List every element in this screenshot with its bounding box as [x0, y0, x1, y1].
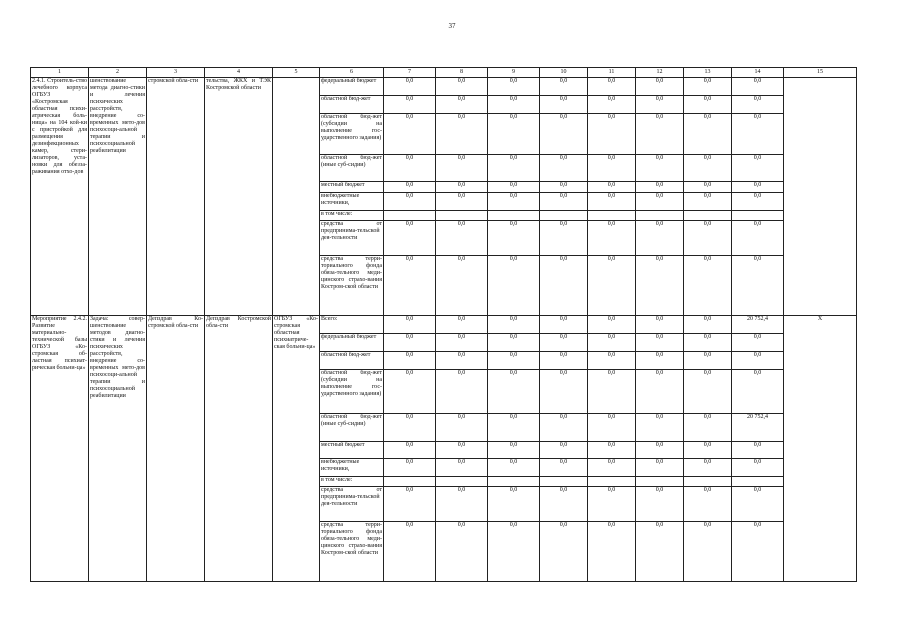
- funding-value: 0,0: [436, 487, 488, 522]
- column-header: 8: [436, 68, 488, 78]
- funding-value: 0,0: [436, 155, 488, 182]
- table-body: [31, 78, 857, 582]
- funding-value: 0,0: [488, 221, 540, 256]
- funding-value: 0,0: [540, 414, 588, 442]
- funding-value: 0,0: [684, 522, 732, 582]
- funding-value: 0,0: [684, 256, 732, 316]
- funding-value: 0,0: [384, 487, 436, 522]
- funding-value: 0,0: [384, 352, 436, 370]
- funding-value: 0,0: [684, 316, 732, 334]
- column-header: 2: [89, 68, 147, 78]
- funding-value: 0,0: [540, 370, 588, 414]
- funding-value: 0,0: [488, 370, 540, 414]
- funding-value: 0,0: [436, 370, 488, 414]
- funding-value: 0,0: [636, 256, 684, 316]
- funding-value: [540, 477, 588, 487]
- funding-value: 0,0: [684, 459, 732, 477]
- funding-value: 0,0: [636, 459, 684, 477]
- funding-value: 0,0: [588, 193, 636, 211]
- coordinator-cell: Депздрав Ко-стромской обла-сти: [147, 316, 205, 582]
- column-header: 7: [384, 68, 436, 78]
- funding-value: [732, 211, 784, 221]
- funding-value: 0,0: [488, 334, 540, 352]
- funding-value: 0,0: [588, 487, 636, 522]
- funding-value: 0,0: [436, 78, 488, 96]
- measure-name-cell: 2.4.1. Строитель-ство лечебного корпуса ОГБУЗ «Костромская областная психи-атрическая боль-ница» на 104 кой-ки с пристройкой для размещения дезинфекционных камер, стери-лизаторов, уста-новки для обезза-раживания отхо-дов: [31, 78, 89, 316]
- funding-source-label: средства от предпринима-тельской дея-тельности: [320, 487, 384, 522]
- funding-value: 0,0: [384, 114, 436, 155]
- funding-value: 0,0: [732, 352, 784, 370]
- funding-value: 0,0: [488, 155, 540, 182]
- responsible-cell: тельства, ЖКХ и ТЭК Костромской области: [205, 78, 273, 316]
- funding-source-label: областной бюд-жет: [320, 96, 384, 114]
- funding-value: 0,0: [684, 414, 732, 442]
- funding-value: 0,0: [488, 459, 540, 477]
- funding-value: 0,0: [588, 316, 636, 334]
- funding-value: [636, 477, 684, 487]
- funding-value: 0,0: [540, 221, 588, 256]
- funding-value: 0,0: [384, 522, 436, 582]
- funding-value: 0,0: [436, 442, 488, 459]
- funding-value: 0,0: [540, 78, 588, 96]
- funding-value: 0,0: [636, 78, 684, 96]
- funding-value: 0,0: [588, 414, 636, 442]
- funding-value: 0,0: [384, 182, 436, 193]
- funding-value: [540, 211, 588, 221]
- column-header: 4: [205, 68, 273, 78]
- funding-value: 0,0: [540, 442, 588, 459]
- funding-value: 0,0: [540, 193, 588, 211]
- funding-value: 0,0: [488, 182, 540, 193]
- funding-value: 0,0: [436, 256, 488, 316]
- funding-value: 0,0: [684, 370, 732, 414]
- funding-value: 0,0: [436, 334, 488, 352]
- funding-value: 0,0: [636, 352, 684, 370]
- funding-value: 0,0: [488, 414, 540, 442]
- funding-value: 0,0: [384, 256, 436, 316]
- funding-value: 0,0: [540, 256, 588, 316]
- funding-value: 0,0: [540, 352, 588, 370]
- funding-value: 0,0: [384, 221, 436, 256]
- funding-value: 0,0: [588, 78, 636, 96]
- funding-value: 0,0: [540, 182, 588, 193]
- column-header: 5: [273, 68, 320, 78]
- funding-value: 0,0: [732, 221, 784, 256]
- funding-source-label: в том числе:: [320, 211, 384, 221]
- funding-value: 0,0: [732, 96, 784, 114]
- task-cell: шенствование метода диагно-стики и лечения психических расстройств, внедрение со-временных мето-дов психосоци-альной терапии и психосоциальной реабилитации: [89, 78, 147, 316]
- funding-source-label: средства терри-ториального фонда обяза-тельного меди-цинского страхо-вания Костром-ской области: [320, 522, 384, 582]
- column-header: 14: [732, 68, 784, 78]
- funding-value: [384, 211, 436, 221]
- funding-value: 0,0: [732, 522, 784, 582]
- funding-value: 0,0: [684, 193, 732, 211]
- column-header: 11: [588, 68, 636, 78]
- funding-value: 0,0: [488, 316, 540, 334]
- funding-value: 0,0: [732, 370, 784, 414]
- column-header: 6: [320, 68, 384, 78]
- funding-value: 0,0: [588, 334, 636, 352]
- result-cell: [784, 78, 857, 316]
- funding-value: [684, 211, 732, 221]
- funding-value: 0,0: [384, 96, 436, 114]
- funding-value: [684, 477, 732, 487]
- measure-name-cell: Мероприятие 2.4.2. Развитие материально-технической базы ОГБУЗ «Ко-стромская об-ластная психиат-рическая больни-ца»: [31, 316, 89, 582]
- column-header: 9: [488, 68, 540, 78]
- column-header: 1: [31, 68, 89, 78]
- funding-value: 0,0: [636, 442, 684, 459]
- funding-value: 0,0: [684, 334, 732, 352]
- table-row: [31, 78, 857, 96]
- funding-value: [436, 211, 488, 221]
- task-cell: Задача: совер-шенствование методов диагно-стики и лечения психических расстройств, внедрение со-временных мето-дов психосоци-альной терапии и психосоциальной реабилитации: [89, 316, 147, 582]
- funding-value: 20 752,4: [732, 316, 784, 334]
- funding-value: 0,0: [436, 352, 488, 370]
- funding-value: [732, 477, 784, 487]
- funding-value: 0,0: [732, 182, 784, 193]
- funding-value: 0,0: [684, 96, 732, 114]
- funding-value: 0,0: [488, 522, 540, 582]
- funding-value: 0,0: [488, 78, 540, 96]
- funding-value: 0,0: [540, 487, 588, 522]
- column-header: 13: [684, 68, 732, 78]
- funding-value: [384, 477, 436, 487]
- funding-value: 0,0: [636, 155, 684, 182]
- funding-value: 0,0: [436, 96, 488, 114]
- funding-value: 0,0: [636, 193, 684, 211]
- funding-value: 0,0: [636, 182, 684, 193]
- funding-value: 0,0: [684, 114, 732, 155]
- funding-value: 0,0: [436, 316, 488, 334]
- funding-value: 0,0: [436, 522, 488, 582]
- coordinator-cell: стромской обла-сти: [147, 78, 205, 316]
- funding-value: 0,0: [488, 193, 540, 211]
- funding-value: [588, 211, 636, 221]
- funding-value: 0,0: [732, 459, 784, 477]
- funding-value: [436, 477, 488, 487]
- funding-value: 0,0: [540, 96, 588, 114]
- funding-value: 0,0: [684, 78, 732, 96]
- funding-value: 0,0: [436, 459, 488, 477]
- funding-value: 0,0: [684, 155, 732, 182]
- funding-value: 0,0: [384, 414, 436, 442]
- funding-value: 0,0: [384, 370, 436, 414]
- funding-value: 0,0: [636, 334, 684, 352]
- funding-value: 0,0: [436, 193, 488, 211]
- funding-value: [588, 477, 636, 487]
- funding-value: 0,0: [636, 414, 684, 442]
- funding-value: 0,0: [684, 182, 732, 193]
- funding-source-label: областной бюд-жет: [320, 352, 384, 370]
- funding-value: 0,0: [436, 221, 488, 256]
- responsible-cell: Депздрав Костромской обла-сти: [205, 316, 273, 582]
- column-header: 12: [636, 68, 684, 78]
- funding-value: 0,0: [540, 316, 588, 334]
- funding-value: [636, 211, 684, 221]
- funding-value: 0,0: [636, 370, 684, 414]
- funding-value: 0,0: [588, 182, 636, 193]
- funding-value: 0,0: [384, 193, 436, 211]
- header-row: [31, 68, 857, 78]
- funding-source-label: областной бюд-жет (субсидии на выполнение гос-ударственного задания): [320, 114, 384, 155]
- funding-value: 0,0: [488, 256, 540, 316]
- funding-value: 0,0: [540, 334, 588, 352]
- funding-value: 0,0: [732, 334, 784, 352]
- funding-source-label: федеральный бюджет: [320, 334, 384, 352]
- funding-value: 0,0: [636, 221, 684, 256]
- funding-value: 0,0: [636, 316, 684, 334]
- funding-source-label: средства от предпринима-тельской дея-тельности: [320, 221, 384, 256]
- funding-value: 0,0: [636, 522, 684, 582]
- table-row: [31, 316, 857, 334]
- funding-value: 0,0: [732, 442, 784, 459]
- funding-value: 0,0: [384, 78, 436, 96]
- funding-value: 0,0: [732, 114, 784, 155]
- page-number: 37: [448, 22, 456, 30]
- funding-value: 0,0: [636, 114, 684, 155]
- funding-source-label: областной бюд-жет (иные суб-сидии): [320, 414, 384, 442]
- funding-value: 0,0: [684, 442, 732, 459]
- funding-value: 0,0: [588, 256, 636, 316]
- funding-value: 0,0: [588, 155, 636, 182]
- funding-value: 20 752,4: [732, 414, 784, 442]
- funding-value: 0,0: [384, 334, 436, 352]
- funding-value: 0,0: [436, 182, 488, 193]
- funding-table: [30, 67, 857, 582]
- funding-value: 0,0: [384, 316, 436, 334]
- executor-cell: [273, 78, 320, 316]
- funding-value: 0,0: [636, 487, 684, 522]
- funding-value: 0,0: [588, 221, 636, 256]
- column-header: 10: [540, 68, 588, 78]
- funding-value: 0,0: [732, 78, 784, 96]
- funding-value: 0,0: [540, 522, 588, 582]
- funding-value: 0,0: [436, 414, 488, 442]
- funding-value: [488, 477, 540, 487]
- funding-value: 0,0: [488, 442, 540, 459]
- funding-source-label: местный бюджет: [320, 182, 384, 193]
- funding-value: 0,0: [488, 114, 540, 155]
- funding-value: 0,0: [540, 459, 588, 477]
- funding-value: 0,0: [588, 522, 636, 582]
- funding-value: 0,0: [732, 193, 784, 211]
- funding-source-label: федеральный бюджет: [320, 78, 384, 96]
- executor-cell: ОГБУЗ «Ко-стромская областная психиатриче-ская больни-ца»: [273, 316, 320, 582]
- funding-value: 0,0: [488, 352, 540, 370]
- column-header: 3: [147, 68, 205, 78]
- funding-value: 0,0: [732, 256, 784, 316]
- funding-source-label: внебюджетные источники,: [320, 459, 384, 477]
- funding-value: 0,0: [636, 96, 684, 114]
- funding-value: 0,0: [384, 459, 436, 477]
- funding-value: 0,0: [732, 487, 784, 522]
- funding-value: 0,0: [684, 487, 732, 522]
- funding-source-label: в том числе:: [320, 477, 384, 487]
- column-header: 15: [784, 68, 857, 78]
- funding-value: 0,0: [384, 155, 436, 182]
- funding-value: 0,0: [588, 442, 636, 459]
- funding-source-label: областной бюд-жет (субсидии на выполнение гос-ударственного задания): [320, 370, 384, 414]
- funding-value: 0,0: [684, 352, 732, 370]
- funding-value: 0,0: [588, 459, 636, 477]
- funding-source-label: внебюджетные источники,: [320, 193, 384, 211]
- funding-value: 0,0: [488, 487, 540, 522]
- funding-source-label: местный бюджет: [320, 442, 384, 459]
- funding-source-label: Всего:: [320, 316, 384, 334]
- funding-value: 0,0: [684, 221, 732, 256]
- funding-value: 0,0: [540, 114, 588, 155]
- result-cell: X: [784, 316, 857, 582]
- funding-source-label: областной бюд-жет (иные суб-сидии): [320, 155, 384, 182]
- funding-value: 0,0: [588, 96, 636, 114]
- funding-value: [488, 211, 540, 221]
- funding-value: 0,0: [588, 370, 636, 414]
- funding-value: 0,0: [588, 352, 636, 370]
- funding-value: 0,0: [732, 155, 784, 182]
- funding-value: 0,0: [488, 96, 540, 114]
- funding-value: 0,0: [384, 442, 436, 459]
- funding-value: 0,0: [588, 114, 636, 155]
- funding-value: 0,0: [436, 114, 488, 155]
- funding-value: 0,0: [540, 155, 588, 182]
- funding-source-label: средства терри-ториального фонда обяза-тельного меди-цинского страхо-вания Костром-ской области: [320, 256, 384, 316]
